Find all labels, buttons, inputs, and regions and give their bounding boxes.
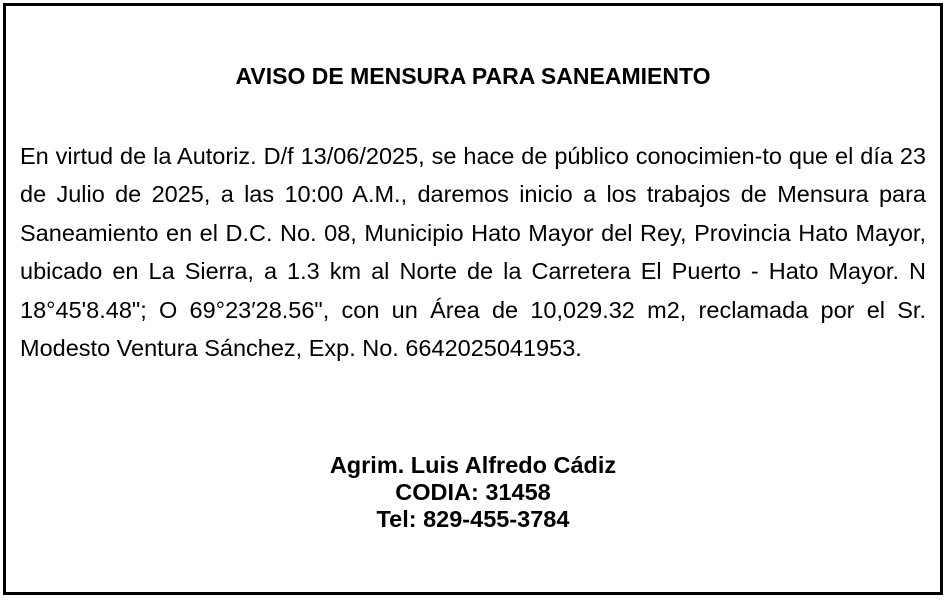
signature-block	[6, 452, 940, 533]
notice-box	[3, 3, 943, 595]
notice-body: En virtud de la Autoriz. D/f 13/06/2025, se hace de público conocimien-to que el día 23 de Julio de 2025, a las 10:00 A.M., daremos inicio a los trabajos de Mensura para Saneamiento en el D.C. No. 08, Municipio Hato Mayor del Rey, Provincia Hato Mayor, ubicado en La Sierra, a 1.3 km al Norte de la Carretera El Puerto - Hato Mayor. N 18°45'8.48"; O 69°23′28.56", con un Área de 10,029.32 m2, reclamada por el Sr. Modesto Ventura Sánchez, Exp. No. 6642025041953.	[20, 143, 926, 362]
signature-phone: Tel: 829-455-3784	[376, 506, 570, 532]
signature-codia: CODIA: 31458	[395, 479, 551, 505]
signature-name: Agrim. Luis Alfredo Cádiz	[329, 452, 617, 478]
notice-title: AVISO DE MENSURA PARA SANEAMIENTO	[235, 63, 711, 89]
